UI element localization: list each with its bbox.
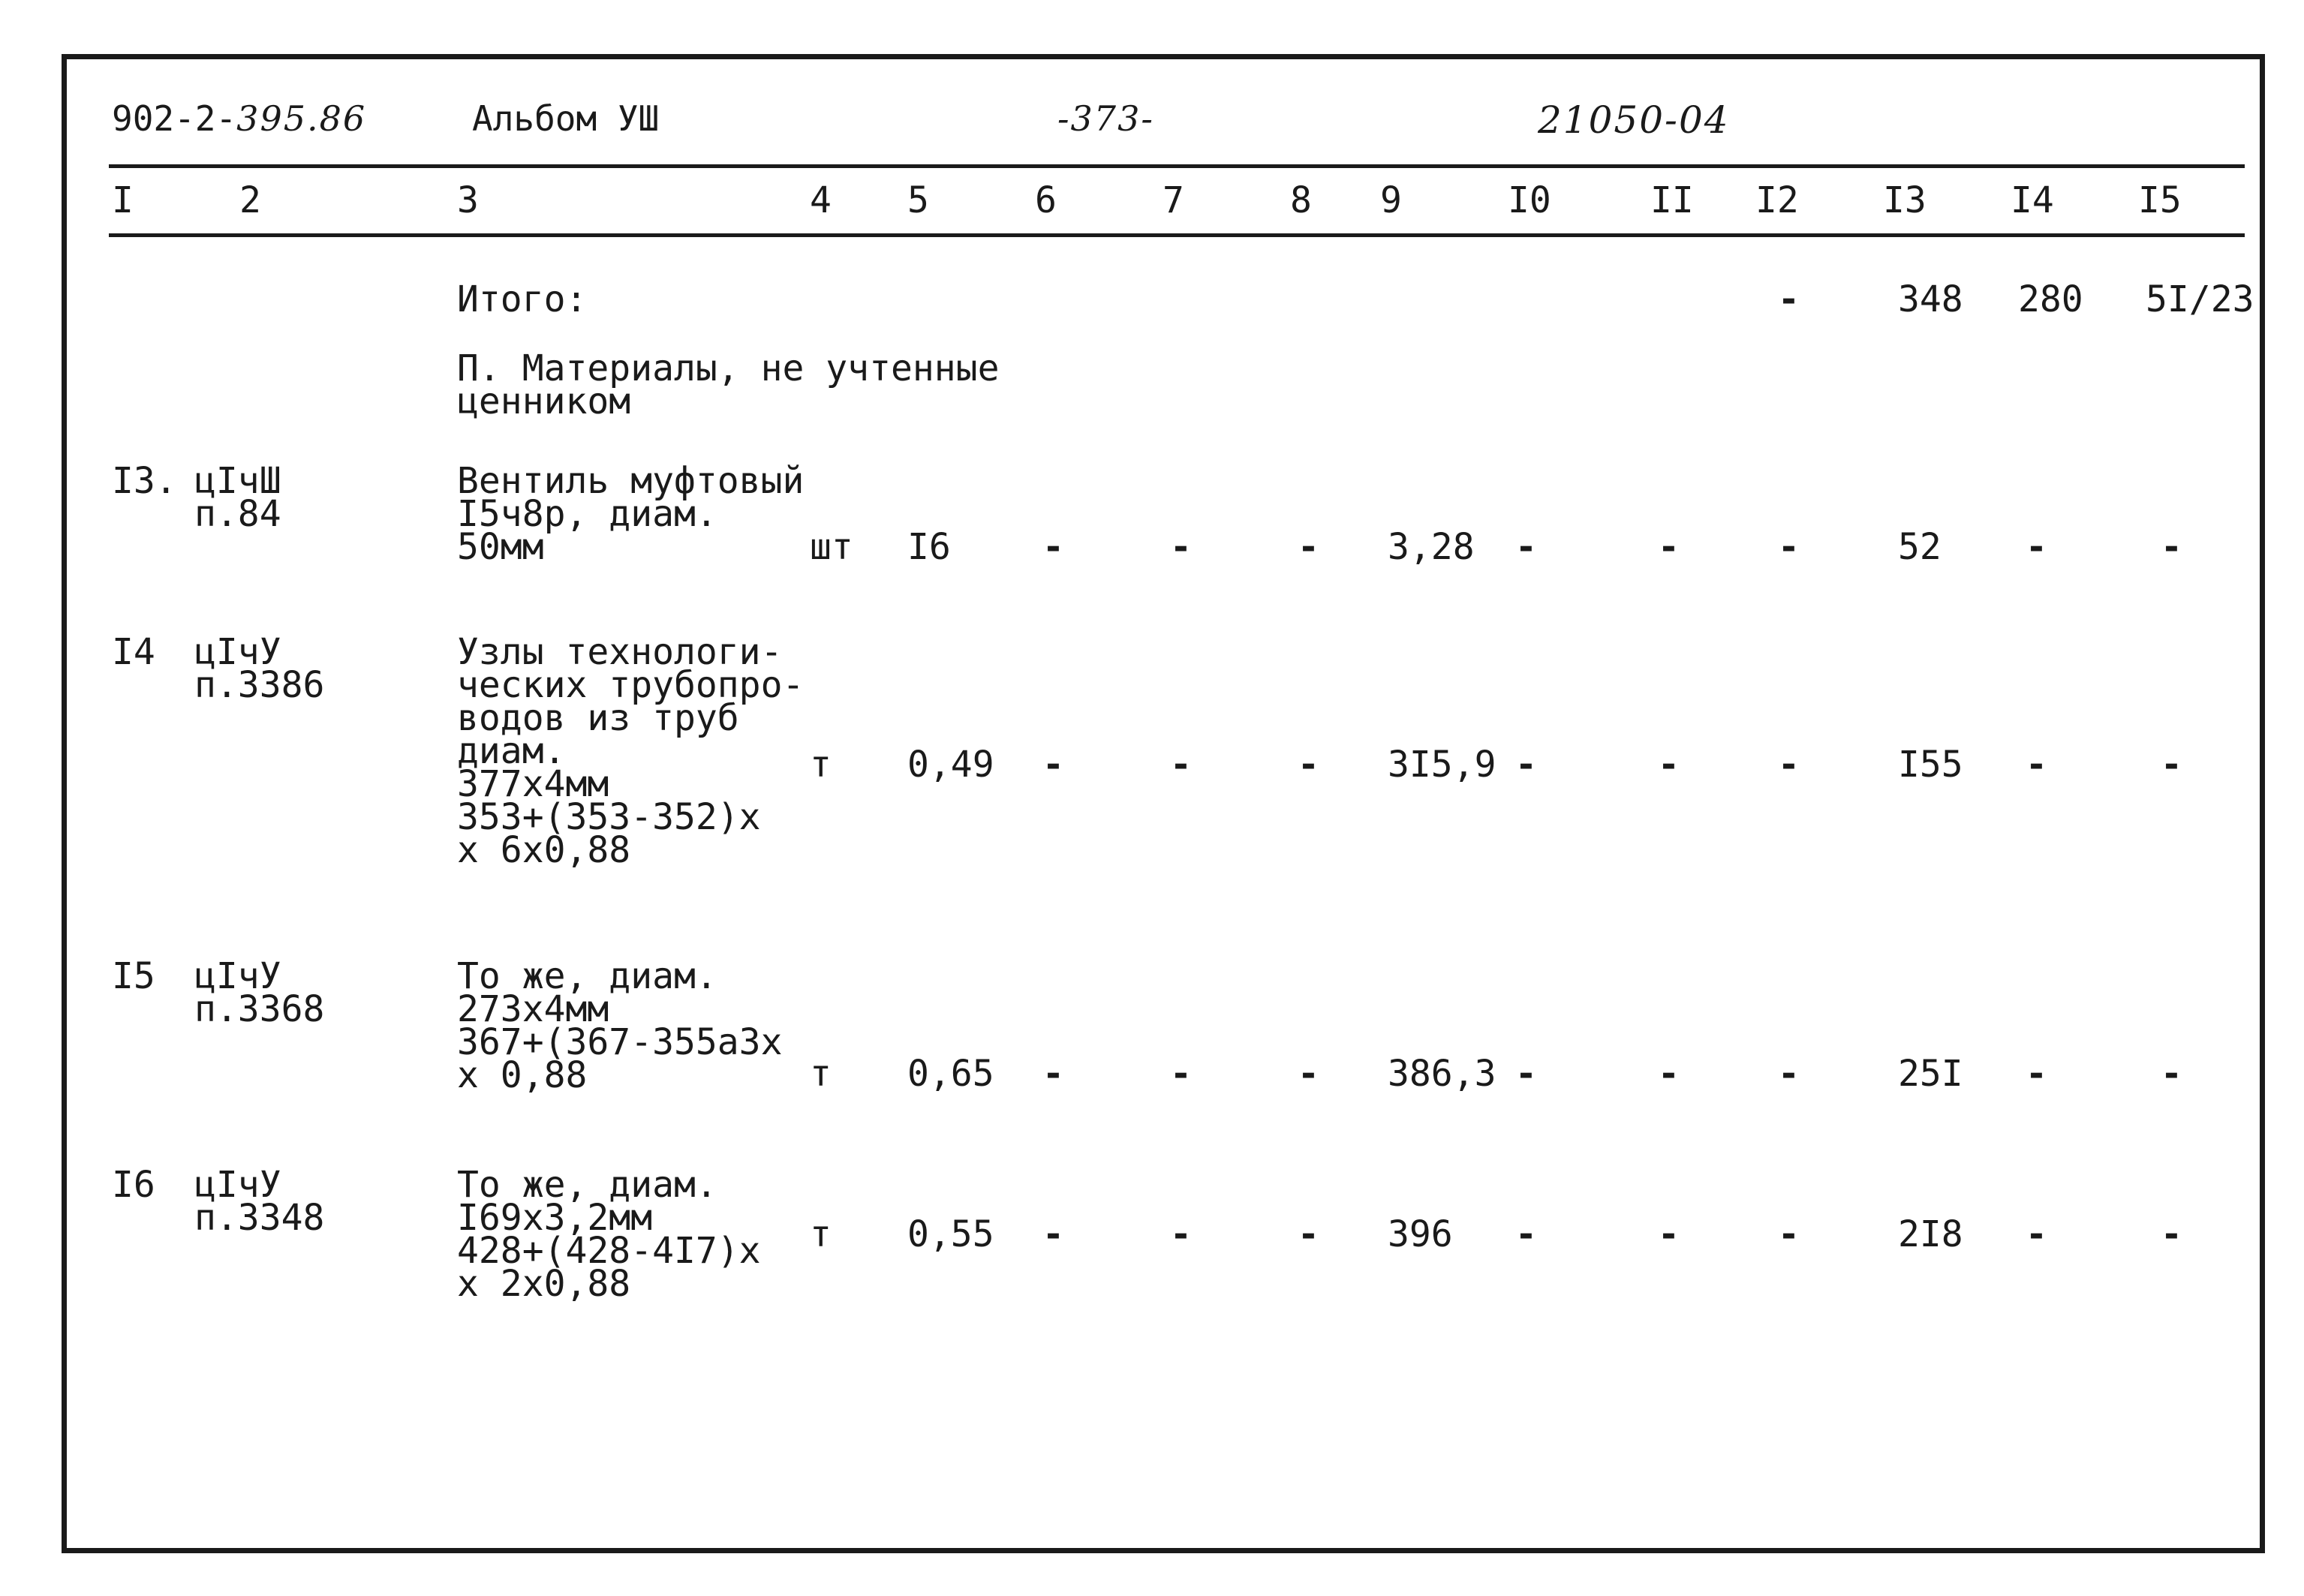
row-2-c10: - bbox=[1515, 744, 1537, 786]
row-2-c7: - bbox=[1170, 744, 1192, 786]
row-1-c12: - bbox=[1778, 526, 1800, 568]
row-2-c13: I55 bbox=[1898, 744, 1963, 786]
row-1-unit: шт bbox=[810, 526, 853, 568]
column-number-7: 7 bbox=[1163, 179, 1184, 221]
column-number-4: 4 bbox=[810, 179, 832, 221]
row-1-qty: I6 bbox=[907, 526, 951, 568]
row-3-c11: - bbox=[1658, 1053, 1680, 1095]
total-col13: 348 bbox=[1898, 278, 1963, 320]
column-number-1: I bbox=[112, 179, 134, 221]
column-number-6: 6 bbox=[1035, 179, 1057, 221]
row-3-desc: То же, диам. 273х4мм 367+(367-355а3х х 0,88 bbox=[457, 955, 783, 1096]
column-number-5: 5 bbox=[907, 179, 929, 221]
row-1-c13: 52 bbox=[1898, 526, 1942, 568]
row-1-c11: - bbox=[1658, 526, 1680, 568]
row-1-c6: - bbox=[1042, 526, 1064, 568]
column-number-11: II bbox=[1650, 179, 1694, 221]
row-2-c15: - bbox=[2161, 744, 2182, 786]
column-number-2: 2 bbox=[239, 179, 261, 221]
album-label: Альбом УШ bbox=[472, 98, 660, 139]
row-3-unit: т bbox=[810, 1053, 832, 1095]
row-3-c13: 25I bbox=[1898, 1053, 1963, 1095]
column-number-15: I5 bbox=[2138, 179, 2182, 221]
row-4-c10: - bbox=[1515, 1213, 1537, 1255]
row-3-price: 386,3 bbox=[1388, 1053, 1496, 1095]
column-number-13: I3 bbox=[1883, 179, 1927, 221]
total-label: Итого: bbox=[457, 278, 588, 320]
row-4-unit: т bbox=[810, 1213, 832, 1255]
row-2-qty: 0,49 bbox=[907, 744, 994, 786]
row-4-c6: - bbox=[1042, 1213, 1064, 1255]
row-4-price: 396 bbox=[1388, 1213, 1453, 1255]
column-number-8: 8 bbox=[1290, 179, 1312, 221]
sheet-code: 21050-04 bbox=[1538, 98, 1730, 142]
total-col15: 5I/23 bbox=[2146, 283, 2254, 316]
row-1-ref: цIчШ п.84 bbox=[194, 460, 281, 535]
row-1-c15: - bbox=[2161, 526, 2182, 568]
row-3-qty: 0,65 bbox=[907, 1053, 994, 1095]
row-3-c14: - bbox=[2026, 1053, 2047, 1095]
row-4-c14: - bbox=[2026, 1213, 2047, 1255]
header-rule bbox=[109, 164, 2245, 168]
section-title: П. Материалы, не учтенные ценником bbox=[457, 347, 1000, 422]
doc-code-handwritten: 395.86 bbox=[236, 98, 367, 139]
row-2-c11: - bbox=[1658, 744, 1680, 786]
row-2-c8: - bbox=[1298, 744, 1319, 786]
row-2-c14: - bbox=[2026, 744, 2047, 786]
row-1-c7: - bbox=[1170, 526, 1192, 568]
row-2-ref: цIчУ п.3386 bbox=[194, 631, 325, 706]
column-number-3: 3 bbox=[457, 179, 479, 221]
row-1-c8: - bbox=[1298, 526, 1319, 568]
row-4-c12: - bbox=[1778, 1213, 1800, 1255]
column-rule bbox=[109, 233, 2245, 237]
row-3-c7: - bbox=[1170, 1053, 1192, 1095]
row-1-c10: - bbox=[1515, 526, 1537, 568]
row-4-num: I6 bbox=[112, 1164, 155, 1206]
row-2-unit: т bbox=[810, 744, 832, 786]
row-3-c8: - bbox=[1298, 1053, 1319, 1095]
row-2-num: I4 bbox=[112, 631, 155, 673]
row-4-ref: цIчУ п.3348 bbox=[194, 1164, 325, 1239]
row-1-c14: - bbox=[2026, 526, 2047, 568]
row-3-num: I5 bbox=[112, 955, 155, 997]
column-number-9: 9 bbox=[1380, 179, 1402, 221]
row-4-desc: То же, диам. I69х3,2мм 428+(428-4I7)х х 2х0,88 bbox=[457, 1164, 761, 1305]
doc-code-prefix: 902-2- bbox=[112, 98, 237, 139]
row-4-c8: - bbox=[1298, 1213, 1319, 1255]
row-4-c15: - bbox=[2161, 1213, 2182, 1255]
row-3-c15: - bbox=[2161, 1053, 2182, 1095]
row-2-c6: - bbox=[1042, 744, 1064, 786]
column-number-12: I2 bbox=[1755, 179, 1799, 221]
row-2-desc: Узлы технологи- ческих трубопро- водов из труб диам. 377х4мм 353+(353-352)х х 6х0,88 bbox=[457, 631, 805, 871]
row-3-c12: - bbox=[1778, 1053, 1800, 1095]
row-3-c6: - bbox=[1042, 1053, 1064, 1095]
column-number-14: I4 bbox=[2011, 179, 2054, 221]
row-4-qty: 0,55 bbox=[907, 1213, 994, 1255]
total-col12: - bbox=[1778, 278, 1800, 320]
row-3-ref: цIчУ п.3368 bbox=[194, 955, 325, 1030]
row-2-c12: - bbox=[1778, 744, 1800, 786]
row-4-c13: 2I8 bbox=[1898, 1213, 1963, 1255]
page-number: -373- bbox=[1057, 98, 1154, 139]
row-1-num: I3. bbox=[112, 460, 177, 502]
row-1-desc: Вентиль муфтовый I5ч8р, диам. 50мм bbox=[457, 460, 805, 568]
document-frame bbox=[62, 54, 2265, 1553]
row-2-price: 3I5,9 bbox=[1388, 744, 1496, 786]
total-col14: 280 bbox=[2018, 278, 2083, 320]
column-number-10: I0 bbox=[1508, 179, 1551, 221]
row-4-c11: - bbox=[1658, 1213, 1680, 1255]
row-3-c10: - bbox=[1515, 1053, 1537, 1095]
row-4-c7: - bbox=[1170, 1213, 1192, 1255]
doc-code bbox=[112, 98, 366, 139]
row-1-price: 3,28 bbox=[1388, 526, 1475, 568]
